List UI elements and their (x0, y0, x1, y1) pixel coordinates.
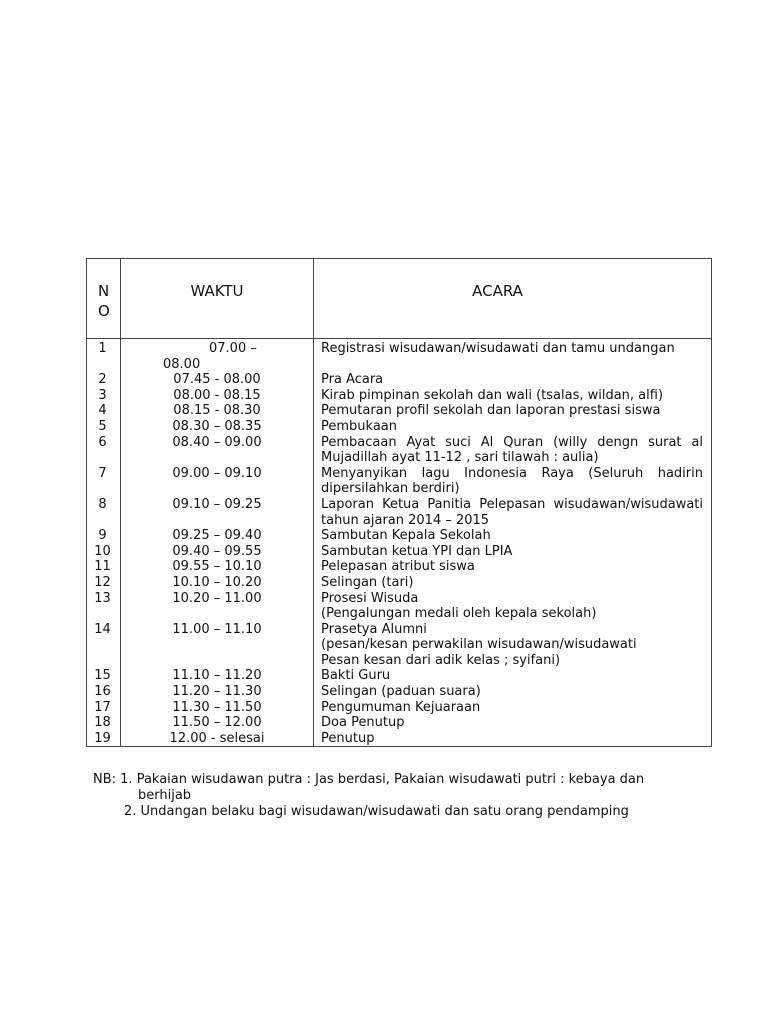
row-number: 14 (87, 622, 121, 669)
row-time: 07.45 - 08.00 (121, 372, 314, 388)
row-number: 18 (87, 715, 121, 731)
row-event-line: Prasetya Alumni (321, 621, 427, 637)
table-row (87, 684, 712, 700)
table-row (87, 715, 712, 731)
row-event (314, 419, 712, 435)
table-body (87, 339, 712, 747)
header-no: NO (87, 259, 121, 339)
table-row (87, 575, 712, 591)
row-time (121, 339, 314, 373)
row-event-line: (pesan/kesan perwakilan wisudawan/wisudawati (321, 637, 637, 653)
table-row (87, 419, 712, 435)
row-number: 2 (87, 372, 121, 388)
row-event (314, 466, 712, 497)
row-event (314, 403, 712, 419)
row-event (314, 372, 712, 388)
table-row (87, 622, 712, 669)
row-event-line: Pengumuman Kejuaraan (321, 699, 481, 715)
table-row (87, 372, 712, 388)
row-time: 09.40 – 09.55 (121, 544, 314, 560)
row-time: 09.00 – 09.10 (121, 466, 314, 497)
table-row (87, 435, 712, 466)
row-event-line: Pemutaran profil sekolah dan laporan prestasi siswa (321, 403, 661, 419)
row-event-line: (Pengalungan medali oleh kepala sekolah) (321, 606, 597, 622)
row-event-line: Laporan Ketua Panitia Pelepasan wisudawan/wisudawati tahun ajaran 2014 – 2015 (321, 496, 703, 528)
table-row (87, 591, 712, 622)
row-number: 15 (87, 668, 121, 684)
row-event-line: Menyanyikan lagu Indonesia Raya (Seluruh hadirin dipersilahkan berdiri) (321, 465, 703, 497)
row-time: 08.40 – 09.00 (121, 435, 314, 466)
table-row (87, 466, 712, 497)
note-2: 2. Undangan belaku bagi wisudawan/wisudawati dan satu orang pendamping (124, 804, 629, 819)
row-time: 09.10 – 09.25 (121, 497, 314, 528)
row-time: 08.15 - 08.30 (121, 403, 314, 419)
row-event (314, 715, 712, 731)
table-row (87, 668, 712, 684)
table-row (87, 700, 712, 716)
header-waktu: WAKTU (121, 259, 314, 339)
table-row (87, 497, 712, 528)
table-row (87, 339, 712, 373)
row-event (314, 591, 712, 622)
table-row (87, 388, 712, 404)
row-time: 08.30 – 08.35 (121, 419, 314, 435)
row-event (314, 622, 712, 669)
row-number: 11 (87, 559, 121, 575)
row-event-line: Sambutan Kepala Sekolah (321, 528, 491, 544)
row-time: 11.00 – 11.10 (121, 622, 314, 669)
row-event-line: Selingan (paduan suara) (321, 684, 481, 700)
row-number: 12 (87, 575, 121, 591)
schedule-table (86, 258, 712, 747)
row-number: 16 (87, 684, 121, 700)
row-event-line: Pesan kesan dari adik kelas ; syifani) (321, 652, 561, 668)
row-event-line: Registrasi wisudawan/wisudawati dan tamu undangan (321, 341, 675, 356)
row-time: 09.55 – 10.10 (121, 559, 314, 575)
row-time: 09.25 – 09.40 (121, 528, 314, 544)
row-time: 10.20 – 11.00 (121, 591, 314, 622)
row-event-line: Pelepasan atribut siswa (321, 559, 475, 575)
table-row (87, 528, 712, 544)
row-event-line: Prosesi Wisuda (321, 590, 419, 606)
row-number: 4 (87, 403, 121, 419)
row-time: 10.10 – 10.20 (121, 575, 314, 591)
row-event-line: Pra Acara (321, 372, 384, 388)
row-event (314, 435, 712, 466)
row-event (314, 559, 712, 575)
table-row (87, 731, 712, 747)
row-event (314, 528, 712, 544)
row-number: 17 (87, 700, 121, 716)
row-time-end: 08.00 (163, 356, 201, 372)
row-number: 13 (87, 591, 121, 622)
row-event (314, 575, 712, 591)
note-1: NB: 1. Pakaian wisudawan putra : Jas berdasi, Pakaian wisudawati putri : kebaya dan (93, 772, 645, 787)
row-event (314, 544, 712, 560)
row-number: 3 (87, 388, 121, 404)
header-acara: ACARA (314, 259, 712, 339)
row-event (314, 700, 712, 716)
row-time: 12.00 - selesai (121, 731, 314, 747)
row-event-line: Sambutan ketua YPI dan LPIA (321, 543, 513, 559)
table-row (87, 544, 712, 560)
row-number: 6 (87, 435, 121, 466)
row-time: 11.10 – 11.20 (121, 668, 314, 684)
row-event-line: Doa Penutup (321, 715, 405, 731)
row-number: 10 (87, 544, 121, 560)
row-number: 9 (87, 528, 121, 544)
row-event (314, 731, 712, 747)
table-row (87, 403, 712, 419)
row-number: 19 (87, 731, 121, 747)
row-event (314, 684, 712, 700)
row-time: 11.30 – 11.50 (121, 700, 314, 716)
table-header-row (87, 259, 712, 339)
table-row (87, 559, 712, 575)
row-time: 11.20 – 11.30 (121, 684, 314, 700)
row-event (314, 668, 712, 684)
row-event (314, 388, 712, 404)
row-time: 11.50 – 12.00 (121, 715, 314, 731)
row-number: 7 (87, 466, 121, 497)
row-number: 8 (87, 497, 121, 528)
row-time: 08.00 - 08.15 (121, 388, 314, 404)
row-event (314, 339, 712, 373)
row-event-line: Pembacaan Ayat suci Al Quran (willy dengn surat al Mujadillah ayat 11-12 , sari tilawah : aulia) (321, 434, 703, 466)
row-event-line: Penutup (321, 730, 375, 746)
row-number: 5 (87, 419, 121, 435)
row-number: 1 (87, 339, 121, 373)
note-1-continuation: berhijab (138, 788, 192, 803)
row-time-start: 07.00 – (209, 341, 257, 356)
row-event-line: Selingan (tari) (321, 574, 414, 590)
row-event-line: Bakti Guru (321, 668, 391, 684)
row-event-line: Kirab pimpinan sekolah dan wali (tsalas, wildan, alfi) (321, 387, 664, 403)
row-event-line: Pembukaan (321, 418, 398, 434)
row-event (314, 497, 712, 528)
notes-section (93, 772, 683, 820)
